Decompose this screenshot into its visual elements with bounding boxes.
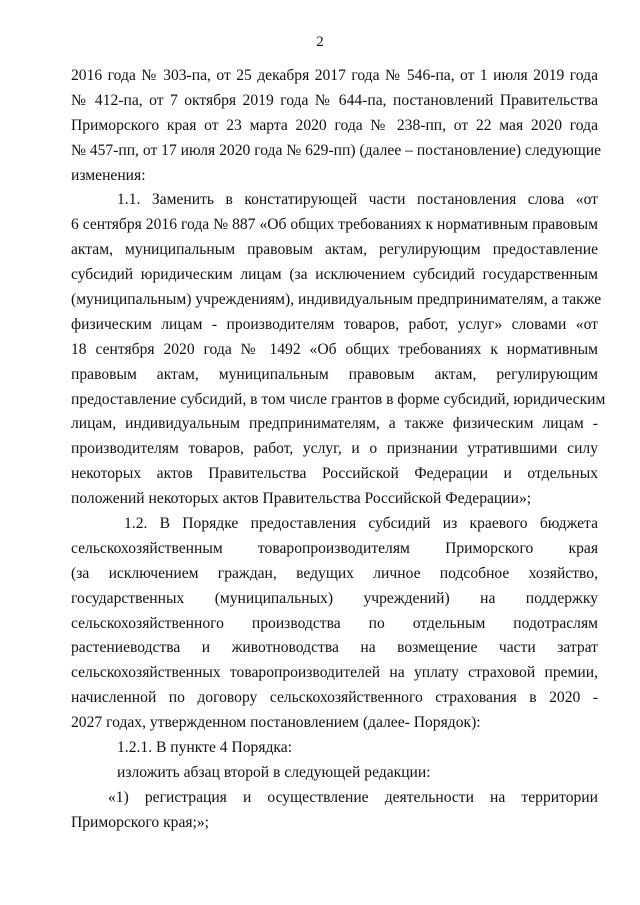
- text-line: 1.1. Заменить в констатирующей части постановления слова «от: [117, 191, 598, 209]
- text-line: (за исключением граждан, ведущих личное подсобное хозяйство,: [71, 564, 598, 582]
- text-line: государственных (муниципальных) учреждений) на поддержку: [71, 589, 598, 607]
- text-line: сельскохозяйственным товаропроизводителям Приморского края: [71, 539, 598, 557]
- text-line: 1.2.1. В пункте 4 Порядка:: [117, 739, 293, 757]
- text-line: изменения:: [71, 166, 146, 184]
- text-line: № 412-па, от 7 октября 2019 года № 644-па, постановлений Правительства: [71, 91, 598, 109]
- text-line: «1) регистрация и осуществление деятельности на территории: [108, 788, 598, 806]
- text-line: (муниципальным) учреждениям), индивидуальным предпринимателям, а также: [71, 291, 602, 309]
- text-line: Приморского края;»;: [71, 813, 209, 831]
- text-line: сельскохозяйственного производства по отдельным подотраслям: [71, 614, 598, 632]
- text-line: 18 сентября 2020 года № 1492 «Об общих требованиях к нормативным: [71, 340, 598, 358]
- text-line: начисленной по договору сельскохозяйственного страхования в 2020 -: [71, 689, 598, 707]
- text-line: актам, муниципальным правовым актам, регулирующим предоставление: [71, 241, 598, 259]
- document-body: [71, 64, 606, 836]
- text-line: 2016 года № 303-па, от 25 декабря 2017 года № 546-па, от 1 июля 2019 года: [71, 67, 598, 84]
- text-line: лицам, индивидуальным предпринимателям, а также физическим лицам -: [71, 415, 598, 433]
- text-line: производителям товаров, работ, услуг, и о признании утратившими силу: [71, 440, 598, 458]
- text-line: 1.2. В Порядке предоставления субсидий из краевого бюджета: [124, 515, 598, 533]
- text-line: 6 сентября 2016 года № 887 «Об общих требованиях к нормативным правовым: [71, 216, 598, 234]
- text-line: некоторых актов Правительства Российской Федерации и отдельных: [71, 465, 598, 483]
- text-line: положений некоторых актов Правительства Российской Федерации»;: [71, 490, 532, 508]
- text-line: физическим лицам - производителям товаров, работ, услуг» словами «от: [71, 315, 598, 333]
- text-line: изложить абзац второй в следующей редакции:: [117, 763, 431, 781]
- text-line: растениеводства и животноводства на возмещение части затрат: [71, 639, 598, 657]
- text-line: правовым актам, муниципальным правовым актам, регулирующим: [71, 365, 598, 383]
- page-number: 2: [316, 34, 324, 50]
- text-line: предоставление субсидий, в том числе грантов в форме субсидий, юридическим: [71, 390, 606, 408]
- text-line: 2027 годах, утвержденном постановлением (далее- Порядок):: [71, 714, 481, 732]
- text-line: сельскохозяйственных товаропроизводителей на уплату страховой премии,: [71, 664, 598, 682]
- text-line: Приморского края от 23 марта 2020 года № 238-пп, от 22 мая 2020 года: [71, 116, 598, 134]
- text-line: субсидий юридическим лицам (за исключением субсидий государственным: [71, 266, 598, 284]
- text-line: № 457-пп, от 17 июля 2020 года № 629-пп) (далее – постановление) следующие: [71, 141, 601, 159]
